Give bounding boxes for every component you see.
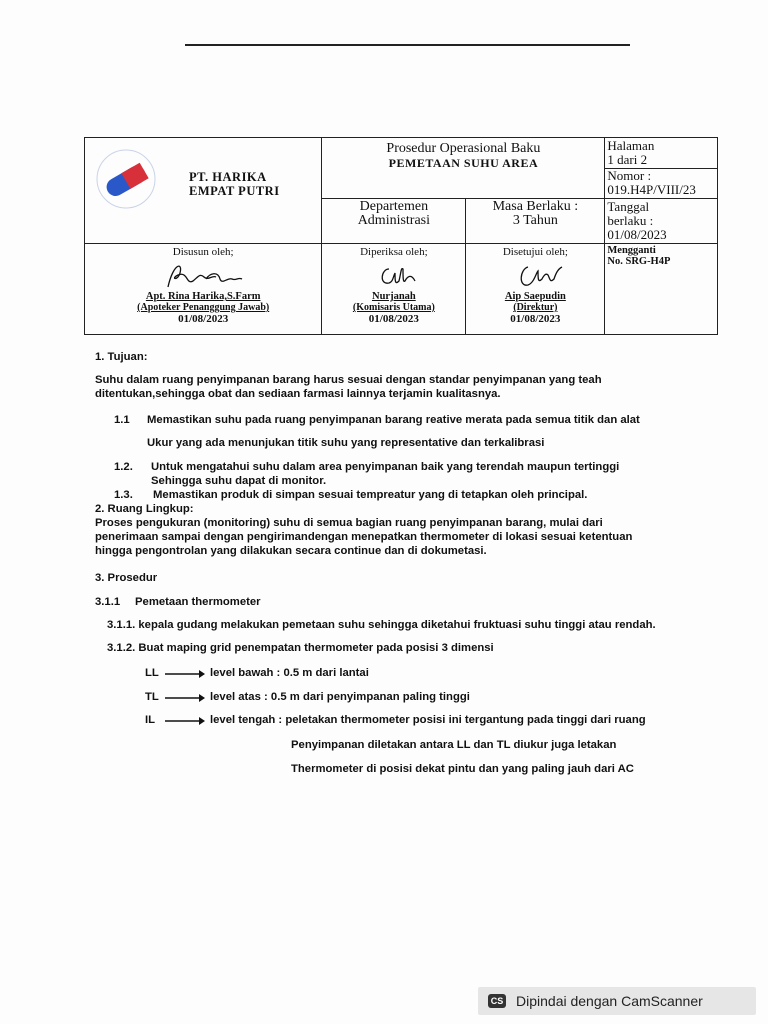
department-cell	[322, 199, 466, 244]
prepared-title: Disusun oleh;	[172, 246, 234, 258]
item-1-1-line-2: Ukur yang ada menunjukan titik suhu yang representative dan terkalibrasi	[147, 437, 545, 449]
approved-name: Aip Saepudin	[504, 291, 566, 302]
validity-label: Masa Berlaku :	[492, 199, 579, 214]
section-2-heading: 2. Ruang Lingkup:	[95, 503, 194, 515]
company-name	[189, 170, 280, 198]
il-text-line-1: level tengah : peletakan thermometer posisi ini tergantung pada tinggi dari ruang	[210, 714, 646, 726]
number-value: 019.H4P/VIII/23	[607, 182, 696, 197]
checked-role: (Komisaris Utama)	[352, 302, 435, 313]
approved-by-cell	[466, 244, 605, 335]
item-1-1-line-1: Memastikan suhu pada ruang penyimpanan barang reative merata pada semua titik dan alat	[147, 414, 640, 426]
document-title: PEMETAAN SUHU AREA	[388, 156, 539, 170]
camscanner-watermark	[478, 987, 756, 1015]
prepared-signature	[148, 259, 258, 291]
validity-value: 3 Tahun	[512, 213, 558, 228]
prepared-date: 01/08/2023	[178, 313, 229, 325]
item-3-1-1-number: 3.1.1	[95, 596, 121, 608]
item-1-2-line-2: Sehingga suhu dapat di monitor.	[151, 475, 327, 487]
checked-date: 01/08/2023	[368, 313, 419, 325]
replaces-cell	[605, 244, 718, 335]
title-cell	[322, 138, 605, 199]
top-rule	[185, 44, 630, 46]
section-2-line-2: penerimaan sampai dengan pengirimandengan menepatkan thermometer di lokasi sesuai ketentuan	[95, 531, 633, 543]
page-value: 1 dari 2	[607, 152, 648, 167]
ll-arrow-icon	[165, 669, 205, 679]
approved-title: Disetujui oleh;	[502, 246, 568, 258]
item-1-3-number: 1.3.	[114, 489, 133, 501]
number-label: Nomor :	[607, 168, 652, 183]
document-header-table	[84, 137, 718, 335]
department-value: Administrasi	[357, 213, 431, 228]
company-line-2: EMPAT PUTRI	[189, 184, 280, 198]
company-cell	[85, 138, 322, 244]
item-1-3-line-1: Memastikan produk di simpan sesuai tempreatur yang di tetapkan oleh principal.	[153, 489, 588, 501]
page-cell	[605, 138, 718, 199]
section-2-line-1: Proses pengukuran (monitoring) suhu di semua bagian ruang penyimpanan barang, mulai dari	[95, 517, 603, 529]
prepared-role: (Apoteker Penanggung Jawab)	[137, 302, 270, 313]
checked-name: Nurjanah	[371, 291, 416, 302]
section-1-text-line-2: ditentukan,sehingga obat dan sediaan farmasi lainnya terjamin kualitasnya.	[95, 388, 501, 400]
il-text-line-2: Penyimpanan diletakan antara LL dan TL diukur juga letakan	[291, 739, 617, 751]
ll-label: LL	[145, 667, 159, 679]
replaces-label: Mengganti	[607, 245, 656, 256]
approved-role: (Direktur)	[513, 302, 558, 313]
page-label: Halaman	[607, 138, 655, 153]
validity-cell	[466, 199, 605, 244]
ll-text: level bawah : 0.5 m dari lantai	[210, 667, 369, 679]
item-3-1-1-1: 3.1.1. kepala gudang melakukan pemetaan suhu sehingga diketahui fruktuasi suhu tinggi atau rendah.	[107, 619, 656, 631]
prepared-by-cell	[85, 244, 322, 335]
date-label-1: Tanggal	[607, 199, 650, 214]
approved-date: 01/08/2023	[510, 313, 561, 325]
checked-title: Diperiksa oleh;	[360, 246, 428, 258]
date-cell	[605, 199, 718, 244]
il-text-line-3: Thermometer di posisi dekat pintu dan yang paling jauh dari AC	[291, 763, 634, 775]
section-1-text-line-1: Suhu dalam ruang penyimpanan barang harus sesuai dengan standar penyimpanan yang teah	[95, 374, 602, 386]
tl-label: TL	[145, 691, 159, 703]
date-value: 01/08/2023	[607, 227, 667, 242]
item-3-1-1-text: Pemetaan thermometer	[135, 596, 261, 608]
tl-text: level atas : 0.5 m dari penyimpanan paling tinggi	[210, 691, 470, 703]
item-1-1-number: 1.1	[114, 414, 130, 426]
section-2-line-3: hingga pengontrolan yang dilakukan secara continue dan di dokumetasi.	[95, 545, 487, 557]
il-label: IL	[145, 714, 156, 726]
item-1-2-line-1: Untuk mengatahui suhu dalam area penyimpanan baik yang terendah maupun tertinggi	[151, 461, 620, 473]
department-label: Departemen	[359, 199, 429, 214]
approved-signature	[490, 259, 580, 291]
section-3-heading: 3. Prosedur	[95, 572, 158, 584]
tl-arrow-icon	[165, 693, 205, 703]
item-3-1-1-2: 3.1.2. Buat maping grid penempatan thermometer pada posisi 3 dimensi	[107, 642, 494, 654]
replaces-value: No. SRG-H4P	[607, 256, 671, 267]
checked-by-cell	[322, 244, 466, 335]
item-1-2-number: 1.2.	[114, 461, 133, 473]
company-logo	[95, 148, 157, 210]
camscanner-logo-icon: CS	[488, 994, 506, 1008]
date-label-2: berlaku :	[607, 213, 654, 228]
company-line-1: PT. HARIKA	[189, 170, 267, 184]
checked-signature	[349, 259, 439, 291]
prepared-name: Apt. Rina Harika,S.Farm	[145, 291, 261, 302]
il-arrow-icon	[165, 716, 205, 726]
section-1-heading: 1. Tujuan:	[95, 351, 148, 363]
number-block	[605, 168, 717, 197]
camscanner-text: Dipindai dengan CamScanner	[516, 993, 703, 1009]
document-type: Prosedur Operasional Baku	[386, 141, 541, 156]
